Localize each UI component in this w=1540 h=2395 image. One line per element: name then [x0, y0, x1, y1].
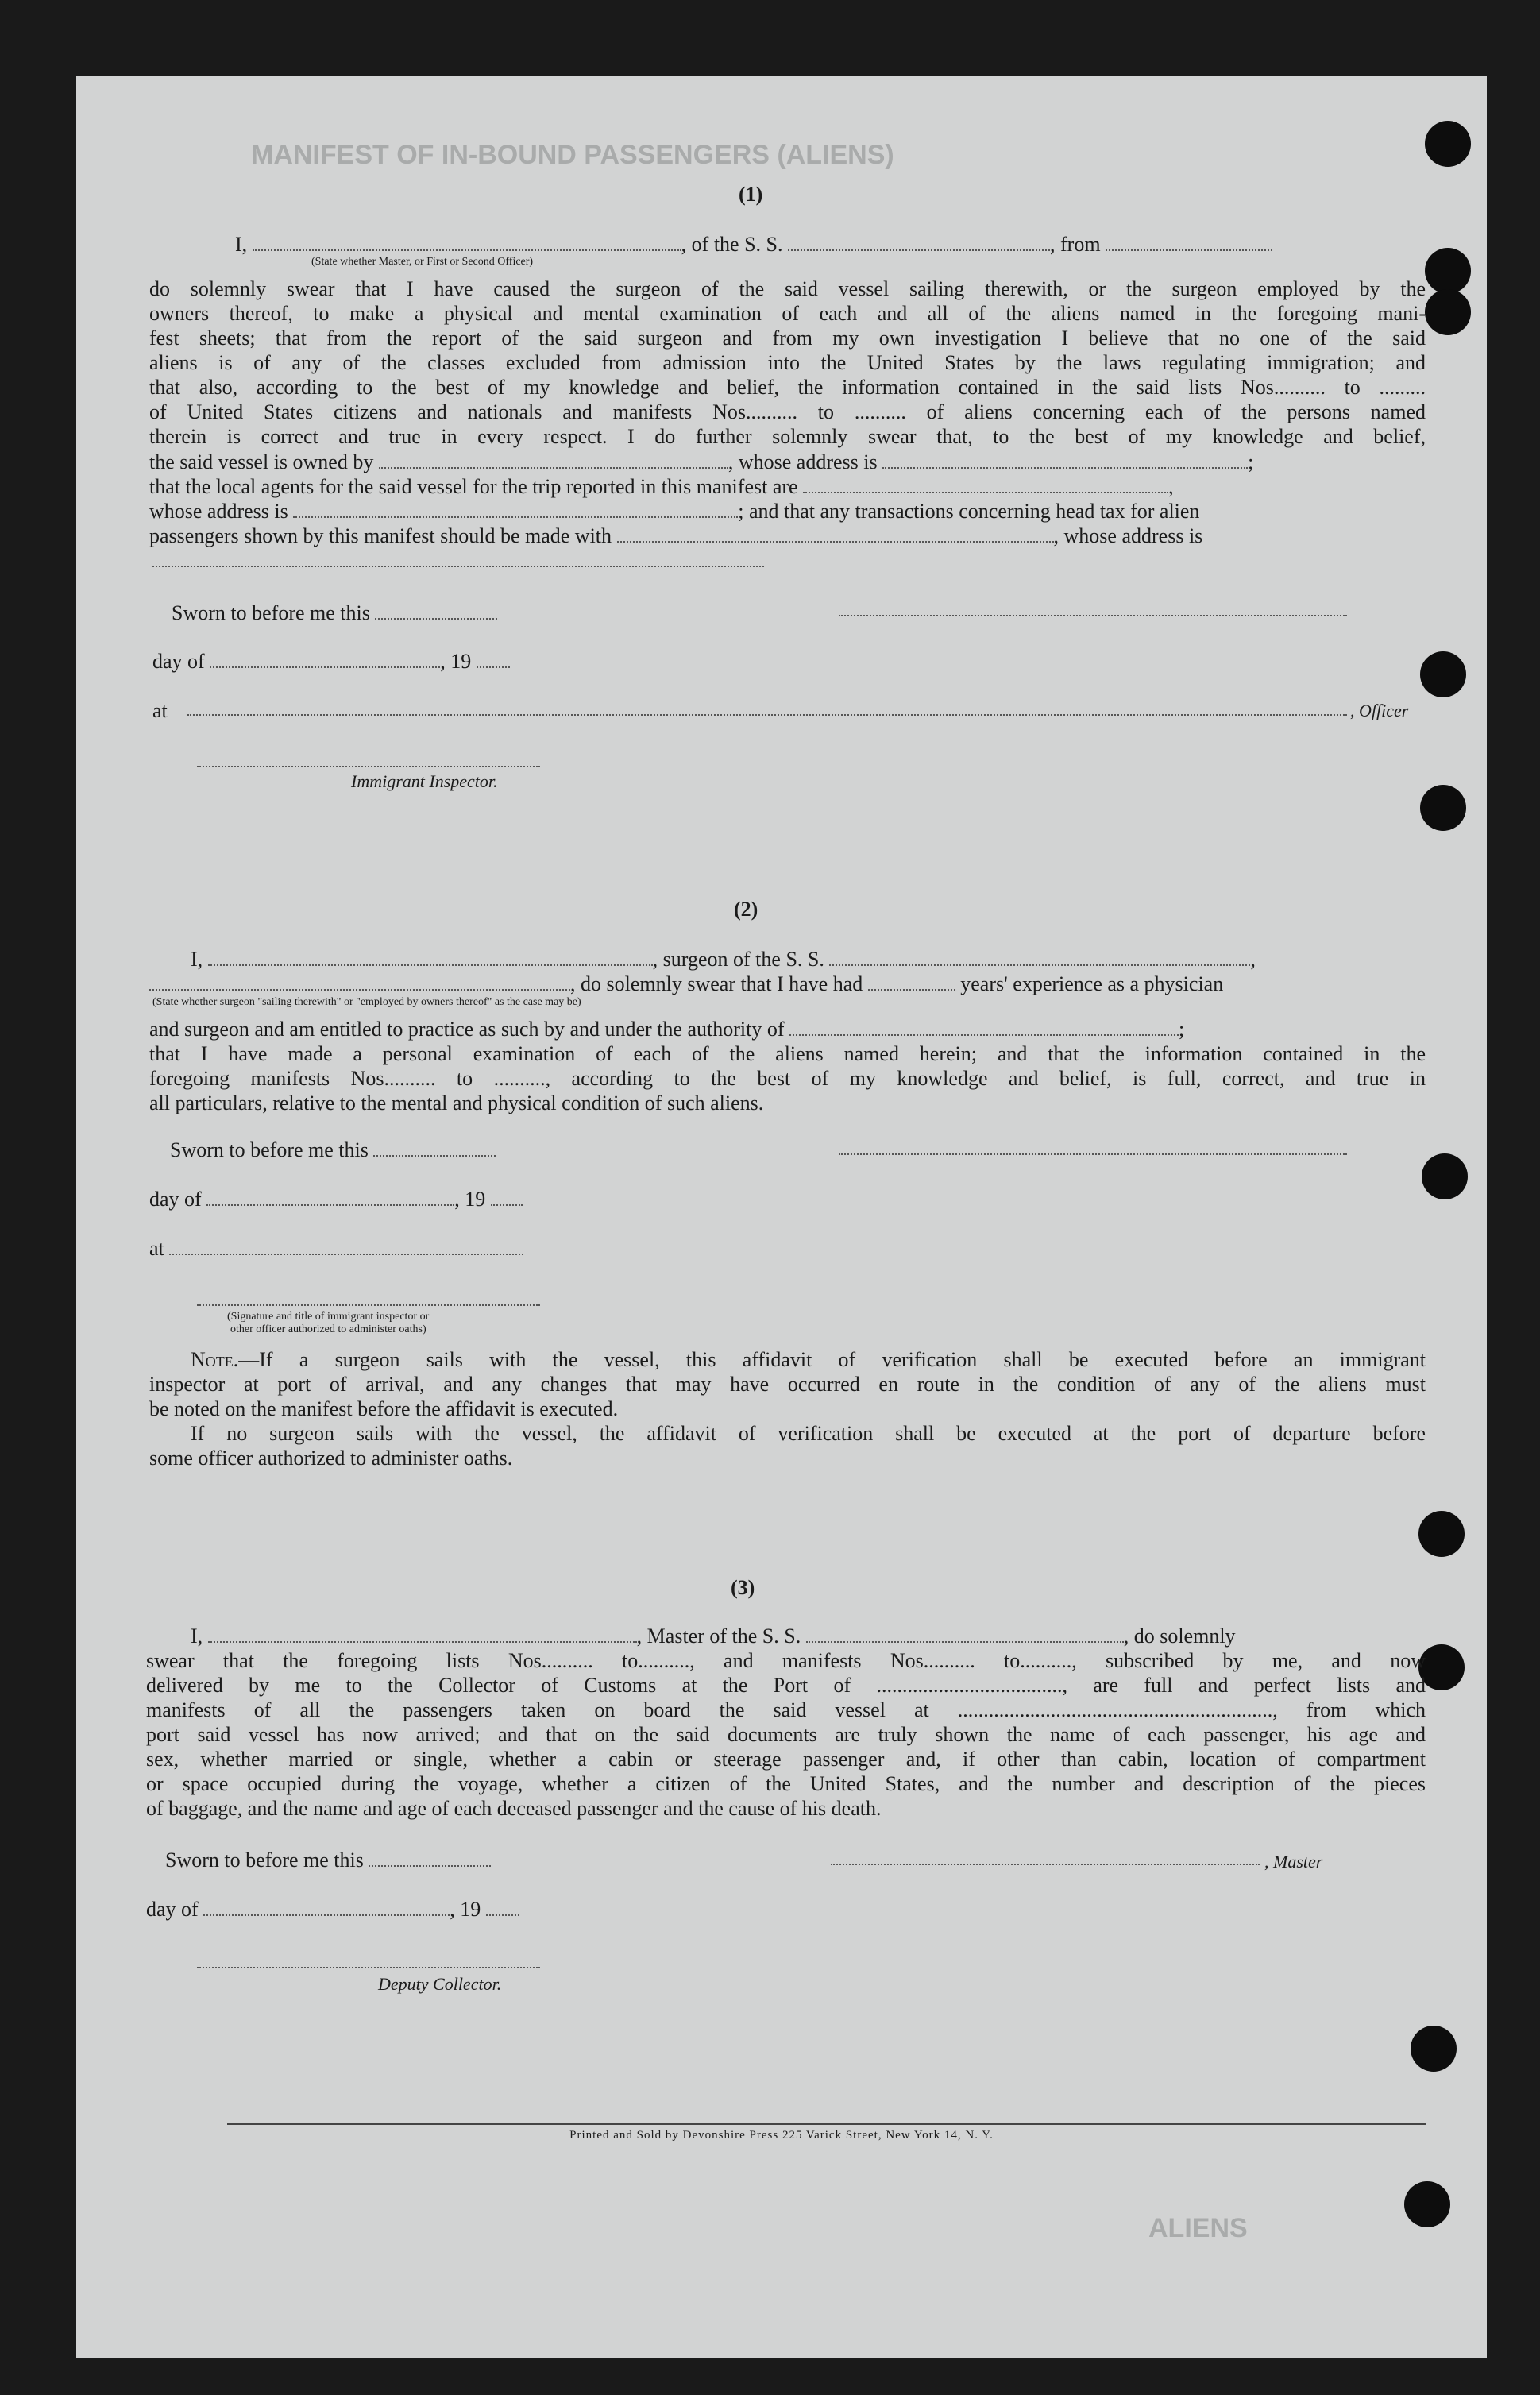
aliens-stamp-faint: ALIENS: [1148, 2213, 1248, 2243]
section-3-number: (3): [731, 1576, 755, 1599]
line-text: years' experience as a physician: [960, 972, 1224, 995]
day-of-line-3: [146, 1897, 519, 1922]
punch-hole: [1425, 121, 1471, 167]
at-line-2: [149, 1236, 523, 1261]
sworn-line-2: [170, 1138, 496, 1162]
oath-officer-signature-line: [197, 1304, 540, 1306]
line-text: passengers shown by this manifest should be made with: [149, 524, 612, 547]
line-text: , 19: [450, 1898, 481, 1921]
line-text: day of: [146, 1898, 199, 1921]
document-page: [76, 76, 1487, 2358]
section-3-body: [146, 1648, 1426, 1821]
punch-hole: [1420, 651, 1466, 697]
master-signature-line: [831, 1864, 1260, 1865]
inspector-signature-line: [197, 766, 540, 767]
line-text: —If a surgeon sails with the vessel, this affidavit of verification shall be executed before an immigrant: [238, 1348, 1426, 1371]
line-text: , do solemnly: [1123, 1624, 1236, 1648]
section-2-body: [149, 1041, 1426, 1115]
line-text: day of: [149, 1188, 202, 1211]
punch-hole: [1404, 2181, 1450, 2227]
line-text: at: [152, 699, 168, 722]
note-line: [191, 1347, 1426, 1372]
line-text: the said vessel is owned by: [149, 450, 374, 473]
punch-hole: [1418, 1511, 1465, 1557]
line-text: , from: [1050, 233, 1101, 256]
body-line: of baggage, and the name and age of each deceased passenger and the cause of his death.: [146, 1797, 882, 1820]
line-text: , surgeon of the S. S.: [652, 948, 824, 971]
body-line: that I have made a personal examination of each of the aliens named herein; and that the information contained in the: [149, 1042, 1426, 1065]
line-text: I,: [191, 1624, 203, 1648]
sworn-line-3: [165, 1848, 491, 1872]
line-text: , whose address is: [1053, 524, 1203, 547]
line-text: , Master of the S. S.: [636, 1624, 801, 1648]
address-line: [149, 499, 1199, 523]
note-line: If no surgeon sails with the vessel, the affidavit of verification shall be executed at the port of departure before: [191, 1422, 1426, 1445]
at-line-1: [152, 698, 168, 723]
sworn-line-1: [172, 601, 497, 625]
note-line: be noted on the manifest before the affidavit is executed.: [149, 1397, 619, 1420]
line-text: I,: [235, 233, 248, 256]
agents-line: that the local agents for the said vessel for the trip reported in this manifest are ,: [149, 475, 1174, 498]
section-2-opening-line: I, , surgeon of the S. S. ,: [191, 948, 1256, 971]
line-text: and surgeon and am entitled to practice as such by and under the authority of: [149, 1018, 785, 1041]
address-blank-line: [152, 566, 764, 567]
body-line: therein is correct and true in every respect. I do further solemnly swear that, to the best of my knowledge and belief,: [149, 425, 1426, 448]
section-1-number: (1): [739, 183, 763, 206]
day-of-line-1: [152, 649, 510, 674]
body-line: foregoing manifests Nos.......... to .........., according to the best of my knowledge and belief, is full, correct, and true in: [149, 1067, 1426, 1090]
line-text: , do solemnly swear that I have had: [570, 972, 863, 995]
line-text: whose address is: [149, 500, 288, 523]
body-line: or space occupied during the voyage, whether a citizen of the United States, and the number and description of the pieces: [146, 1772, 1426, 1795]
line-text: day of: [152, 650, 205, 673]
section-1-body: [149, 276, 1426, 449]
line-text: I,: [191, 948, 203, 971]
body-line: fest sheets; that from the report of the said surgeon and from my own investigation I believe that no one of the said: [149, 326, 1426, 350]
note-label: Note.: [191, 1348, 239, 1371]
section-1-opening-line: [235, 232, 1426, 257]
section-1-caption: (State whether Master, or First or Second Officer): [311, 256, 534, 268]
officer-label: , Officer: [1350, 701, 1409, 720]
collector-caption: Deputy Collector.: [378, 1974, 502, 1994]
body-line: delivered by me to the Collector of Customs at the Port of ...................................., are full and perfect lists and: [146, 1674, 1426, 1697]
oath-officer-caption-2: other officer authorized to administer oaths): [230, 1323, 426, 1335]
officer-signature-line: [839, 615, 1347, 616]
day-of-line-2: [149, 1187, 523, 1211]
note-line: some officer authorized to administer oaths.: [149, 1447, 513, 1470]
surgeon-signature-line: [839, 1153, 1347, 1155]
line-text: Sworn to before me this: [172, 601, 370, 624]
master-label: , Master: [1264, 1852, 1323, 1872]
section-2-experience-line: [149, 972, 1223, 996]
line-text: , 19: [454, 1188, 486, 1211]
section-3-opening-line: [191, 1624, 1236, 1648]
section-2-caption: (State whether surgeon "sailing therewith" or "employed by owners thereof" as the case may be): [152, 996, 581, 1008]
punch-hole: [1425, 289, 1471, 335]
line-text: Sworn to before me this: [170, 1138, 369, 1161]
footer-divider: [227, 2123, 1426, 2125]
owner-line: the said vessel is owned by , whose address is ;: [149, 450, 1254, 473]
body-line: do solemnly swear that I have caused the surgeon of the said vessel sailing therewith, or the surgeon employed by the: [149, 277, 1426, 300]
punch-hole: [1422, 1153, 1468, 1199]
printer-footer: Printed and Sold by Devonshire Press 225 Varick Street, New York 14, N. Y.: [569, 2129, 994, 2142]
oath-officer-caption-1: (Signature and title of immigrant inspector or: [227, 1311, 430, 1323]
punch-hole: [1425, 248, 1471, 294]
body-line: of United States citizens and nationals and manifests Nos.......... to .......... of aliens concerning each of the persons named: [149, 400, 1426, 423]
section-2-number: (2): [734, 898, 758, 921]
line-text: ; and that any transactions concerning head tax for alien: [738, 500, 1200, 523]
line-text: Sworn to before me this: [165, 1848, 364, 1872]
line-text: that the local agents for the said vessel for the trip reported in this manifest are: [149, 475, 798, 498]
body-line: port said vessel has now arrived; and that on the said documents are truly shown the name of each passenger, his age and: [146, 1723, 1426, 1746]
punch-hole: [1411, 2026, 1457, 2072]
inspector-caption: Immigrant Inspector.: [351, 771, 498, 791]
line-text: , whose address is: [728, 450, 878, 473]
body-line: all particulars, relative to the mental and physical condition of such aliens.: [149, 1091, 764, 1114]
passengers-line: [149, 523, 1202, 548]
body-line: sex, whether married or single, whether a cabin or steerage passenger and, if other than cabin, location of compartment: [146, 1748, 1426, 1771]
header-stamp-faint: MANIFEST OF IN-BOUND PASSENGERS (ALIENS): [251, 140, 894, 170]
line-text: at: [149, 1237, 164, 1260]
body-line: that also, according to the best of my knowledge and belief, the information contained in the said lists Nos.......... to .........: [149, 376, 1426, 399]
body-line: owners thereof, to make a physical and mental examination of each and all of the aliens named in the foregoing mani-: [149, 302, 1426, 325]
body-line: swear that the foregoing lists Nos.......... to.........., and manifests Nos.......... to.........., subscribed by me, and now: [146, 1649, 1426, 1672]
body-line: aliens is of any of the classes excluded from admission into the United States by the laws regulating immigration; and: [149, 351, 1426, 374]
punch-hole: [1420, 785, 1466, 831]
line-text: , of the S. S.: [681, 233, 783, 256]
authority-line: and surgeon and am entitled to practice as such by and under the authority of ;: [149, 1018, 1185, 1041]
body-line: manifests of all the passengers taken on board the said vessel at ............................................................., from which: [146, 1698, 1426, 1721]
line-text: , 19: [440, 650, 472, 673]
note-line: inspector at port of arrival, and any changes that may have occurred en route in the condition of any of the aliens must: [149, 1373, 1426, 1396]
collector-signature-line: [197, 1967, 540, 1968]
at-blank-line-1: [187, 714, 1347, 716]
